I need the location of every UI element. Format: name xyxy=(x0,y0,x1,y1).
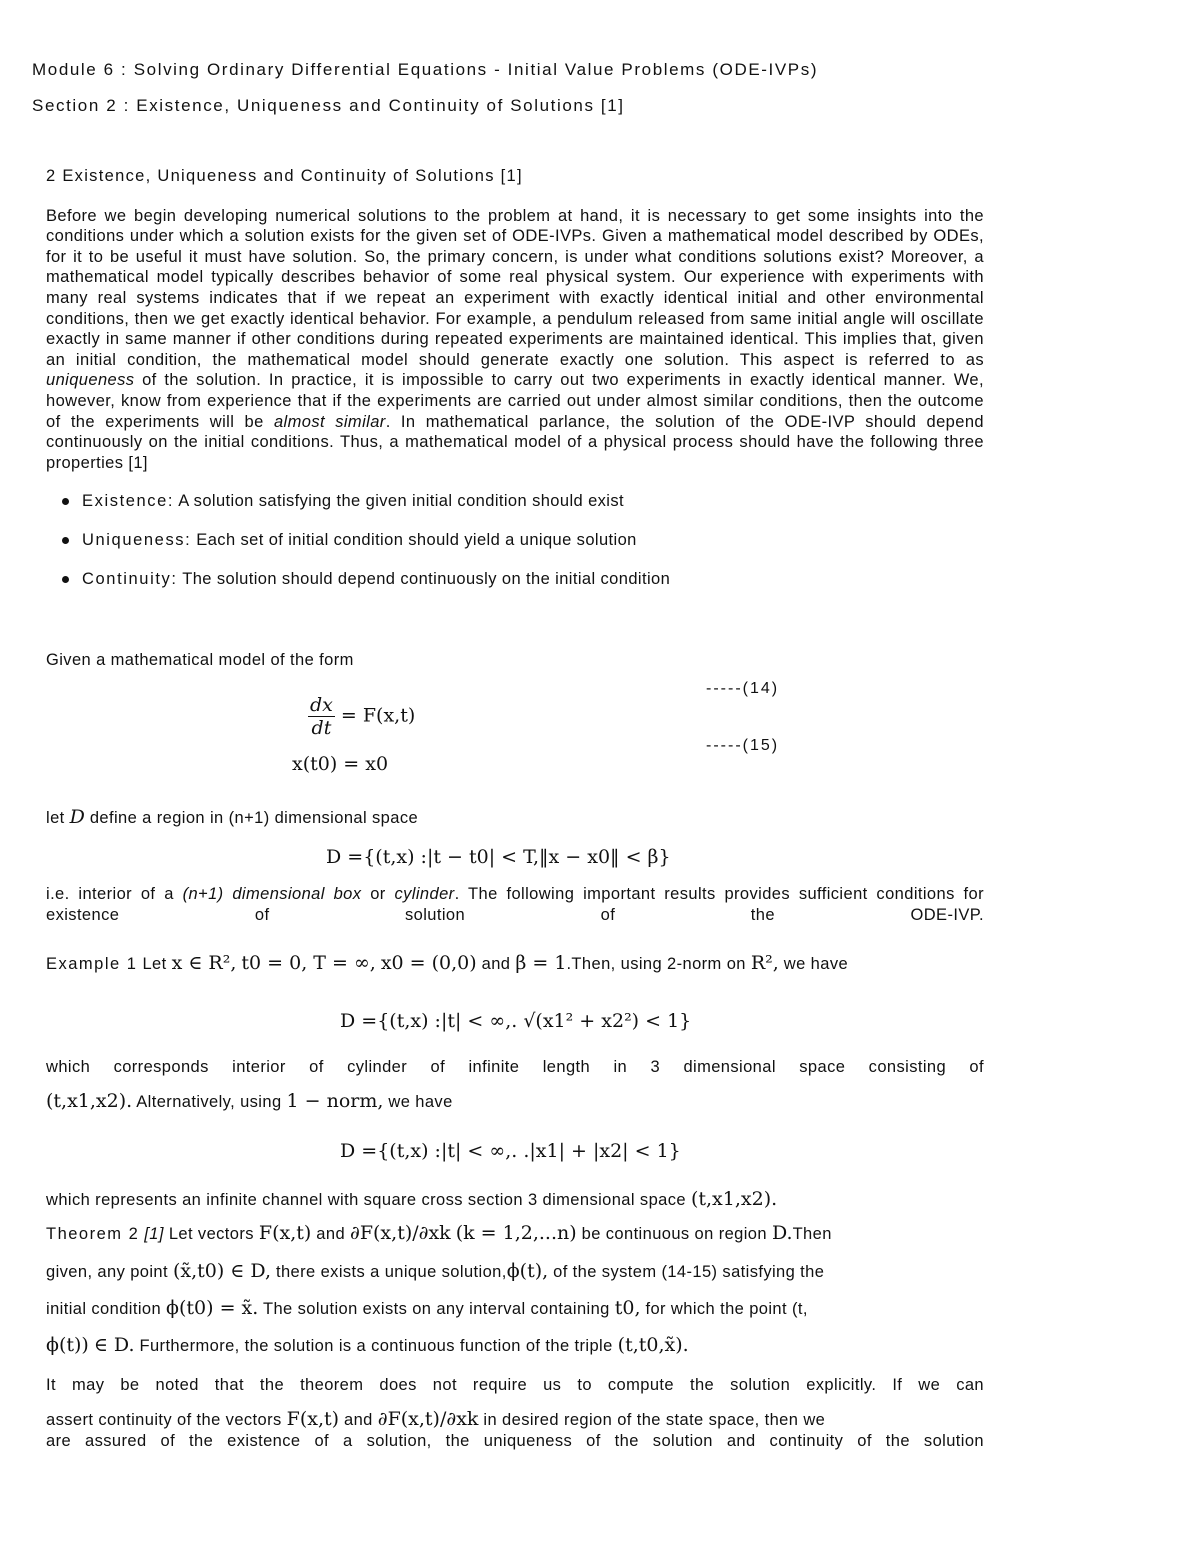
property-term: Continuity: xyxy=(82,569,178,588)
theorem-line-1 xyxy=(46,1222,984,1244)
section-title: Section 2 : Existence, Uniqueness and Continuity of Solutions [1] xyxy=(32,96,625,115)
property-term: Uniqueness: xyxy=(82,530,192,549)
intro-emphasis-uniqueness: uniqueness xyxy=(46,371,135,390)
region-definition: D ={(t,x) :|t − t0| < T,‖x − x0‖ < β} xyxy=(326,846,671,868)
property-text: Each set of initial condition should yield a unique solution xyxy=(191,530,637,549)
region-expl-cylinder: cylinder xyxy=(394,885,455,903)
theorem-k-range: (k = 1,2,...n) xyxy=(455,1222,577,1244)
bullet-icon xyxy=(62,576,69,583)
list-item xyxy=(82,530,984,551)
example-let: Let xyxy=(142,955,167,973)
theorem-F: F(x,t) xyxy=(258,1222,312,1244)
region-lead xyxy=(46,806,984,828)
theorem-line-2 xyxy=(46,1260,984,1282)
example-desc-line2 xyxy=(46,1090,984,1112)
example-we-have: we have xyxy=(783,955,849,973)
section-heading: 2 Existence, Uniqueness and Continuity of Solutions [1] xyxy=(46,167,523,185)
closing-F: F(x,t) xyxy=(286,1408,340,1430)
intro-text-1: Before we begin developing numerical solutions to the problem at hand, it is necessary to get some insights into the conditions under which a solution exists for the given set of ODE-IVPs. Given a mathematical model described by ODEs, for it to be useful it must have solution. So, the primary concern, is under what conditions solutions exist? Moreover, a mathematical model typically describes behavior of some real physical system. Our experience with experiments with many real systems indicates that if we repeat an experiment with exactly identical initial and other environmental conditions, then we get exactly identical behavior. For example, a pendulum released from same initial angle will oscillate exactly in same manner if other conditions during repeated experiments are maintained identical. This implies that, given an initial condition, the mathematical model should generate exactly one solution. This aspect is referred to as xyxy=(46,206,984,369)
derivative-fraction xyxy=(308,694,335,739)
theorem-t0: t0, xyxy=(614,1297,641,1319)
equation-14 xyxy=(308,694,415,739)
region-expl-box: (n+1) dimensional box xyxy=(182,885,362,903)
closing-line-1: It may be noted that the theorem does not require us to compute the solution explicitly. If we can xyxy=(46,1376,984,1394)
theorem-text-6: of the system (14-15) satisfying the xyxy=(553,1263,825,1281)
example-condition-x0: x0 = (0,0) xyxy=(380,952,477,974)
example-and: and xyxy=(481,955,511,973)
fraction-numerator: dx xyxy=(310,694,333,716)
theorem-text-9: for which the point (t, xyxy=(645,1300,808,1318)
example-label: Example 1 xyxy=(46,955,138,973)
properties-list xyxy=(46,491,984,589)
closing-dF: ∂F(x,t)/∂xk xyxy=(377,1408,479,1430)
theorem-text-2: be continuous on region xyxy=(581,1225,767,1243)
main-content xyxy=(46,166,984,607)
example-region-2norm: D ={(t,x) :|t| < ∞,. √(x1² + x2²) < 1} xyxy=(340,1010,692,1032)
example-condition-x: x ∈ R², xyxy=(171,952,237,974)
example-desc-line1: which corresponds interior of cylinder of infinite length in 3 dimensional space consisting of xyxy=(46,1058,984,1076)
channel-tuple: (t,x1,x2). xyxy=(690,1188,778,1210)
closing-and: and xyxy=(344,1411,373,1429)
channel-text: which represents an infinite channel with square cross section 3 dimensional space xyxy=(46,1191,686,1209)
equation-rhs: = F(x,t) xyxy=(340,704,416,727)
theorem-triple: (t,t0,x̃). xyxy=(617,1334,689,1356)
region-lead-text: define a region in (n+1) dimensional space xyxy=(89,809,419,827)
theorem-dF: ∂F(x,t)/∂xk xyxy=(350,1222,451,1244)
intro-text-2: of the solution. In practice, it is impossible to carry out two experiments in exactly identical manner. We, however, know from experience that if the experiments are carried out under almost similar conditions, then the outcome of the experiments will be xyxy=(46,371,984,431)
region-explanation xyxy=(46,884,984,925)
alt-text: Alternatively, using xyxy=(136,1093,282,1111)
closing-text-a: assert continuity of the vectors xyxy=(46,1411,282,1429)
example-r2: R², xyxy=(750,952,779,974)
example-condition-t0: t0 = 0 xyxy=(241,952,302,974)
equation-15: x(t0) = x0 xyxy=(292,753,389,775)
example-region-1norm: D ={(t,x) :|t| < ∞,. .|x1| + |x2| < 1} xyxy=(340,1140,681,1162)
closing-text-b: in desired region of the state space, then we xyxy=(483,1411,826,1429)
theorem-phi-t: ϕ(t)) xyxy=(46,1334,89,1356)
region-symbol: D xyxy=(69,806,85,828)
closing-line-3: are assured of the existence of a solution, the uniqueness of the solution and continuity of the solution xyxy=(46,1432,984,1450)
theorem-text-1: Let vectors xyxy=(168,1225,254,1243)
theorem-ref: [1] xyxy=(144,1225,164,1243)
property-text: A solution satisfying the given initial condition should exist xyxy=(174,492,624,511)
region-expl-3: . The following important results provides sufficient conditions for existence of solution of the ODE-IVP. xyxy=(46,885,984,924)
theorem-text-5: there exists a unique solution, xyxy=(276,1263,507,1281)
example-condition-T: , T = ∞, xyxy=(301,952,376,974)
theorem-line-4 xyxy=(46,1334,984,1356)
equation-number-14: -----(14) xyxy=(706,680,780,697)
tuple-t-x1-x2: (t,x1,x2). xyxy=(46,1090,133,1112)
theorem-text-7: initial condition xyxy=(46,1300,162,1318)
model-lead: Given a mathematical model of the form xyxy=(46,651,354,669)
theorem-and: and xyxy=(316,1225,346,1243)
theorem-text-10: Furthermore, the solution is a continuous function of the triple xyxy=(139,1337,613,1355)
property-term: Existence: xyxy=(82,492,175,511)
example-condition-beta: β = 1 xyxy=(515,952,567,974)
bullet-icon xyxy=(62,537,69,544)
theorem-text-4: given, any point xyxy=(46,1263,168,1281)
example-then: .Then, using 2-norm on xyxy=(566,955,746,973)
list-item xyxy=(82,569,984,590)
theorem-line-3 xyxy=(46,1297,984,1319)
intro-emphasis-almost-similar: almost similar xyxy=(273,412,386,431)
theorem-phi: ϕ(t), xyxy=(506,1260,549,1282)
intro-text-3: . In mathematical parlance, the solution of the ODE-IVP should depend continuously on the initial conditions. Thus, a mathematical model of a physical process should have the following three properties [1] xyxy=(46,412,984,472)
channel-description xyxy=(46,1188,984,1210)
theorem-text-8: The solution exists on any interval containing xyxy=(262,1300,610,1318)
one-norm: 1 − norm, xyxy=(286,1090,384,1112)
list-item xyxy=(82,491,984,512)
theorem-in-D: ∈ D. xyxy=(93,1334,135,1356)
example-1-statement xyxy=(46,952,984,974)
equation-number-15: -----(15) xyxy=(706,737,780,754)
region-expl-1: i.e. interior of a xyxy=(46,885,183,903)
alt-we-have: we have xyxy=(388,1093,453,1111)
fraction-denominator: dt xyxy=(308,716,335,739)
region-expl-2: or xyxy=(361,885,395,903)
theorem-initial-condition: ϕ(t0) = x̃. xyxy=(166,1297,259,1319)
let-word: let xyxy=(46,809,65,827)
module-title: Module 6 : Solving Ordinary Differential Equations - Initial Value Problems (ODE-IVPs) xyxy=(32,60,819,79)
intro-paragraph xyxy=(46,206,984,474)
bullet-icon xyxy=(62,498,69,505)
theorem-region: D. xyxy=(771,1222,793,1244)
theorem-label: Theorem 2 xyxy=(46,1225,140,1243)
property-text: The solution should depend continuously on the initial condition xyxy=(177,569,671,588)
closing-line-2 xyxy=(46,1408,984,1430)
theorem-then: Then xyxy=(792,1225,832,1243)
theorem-point: (x̃,t0) ∈ D, xyxy=(172,1260,272,1282)
